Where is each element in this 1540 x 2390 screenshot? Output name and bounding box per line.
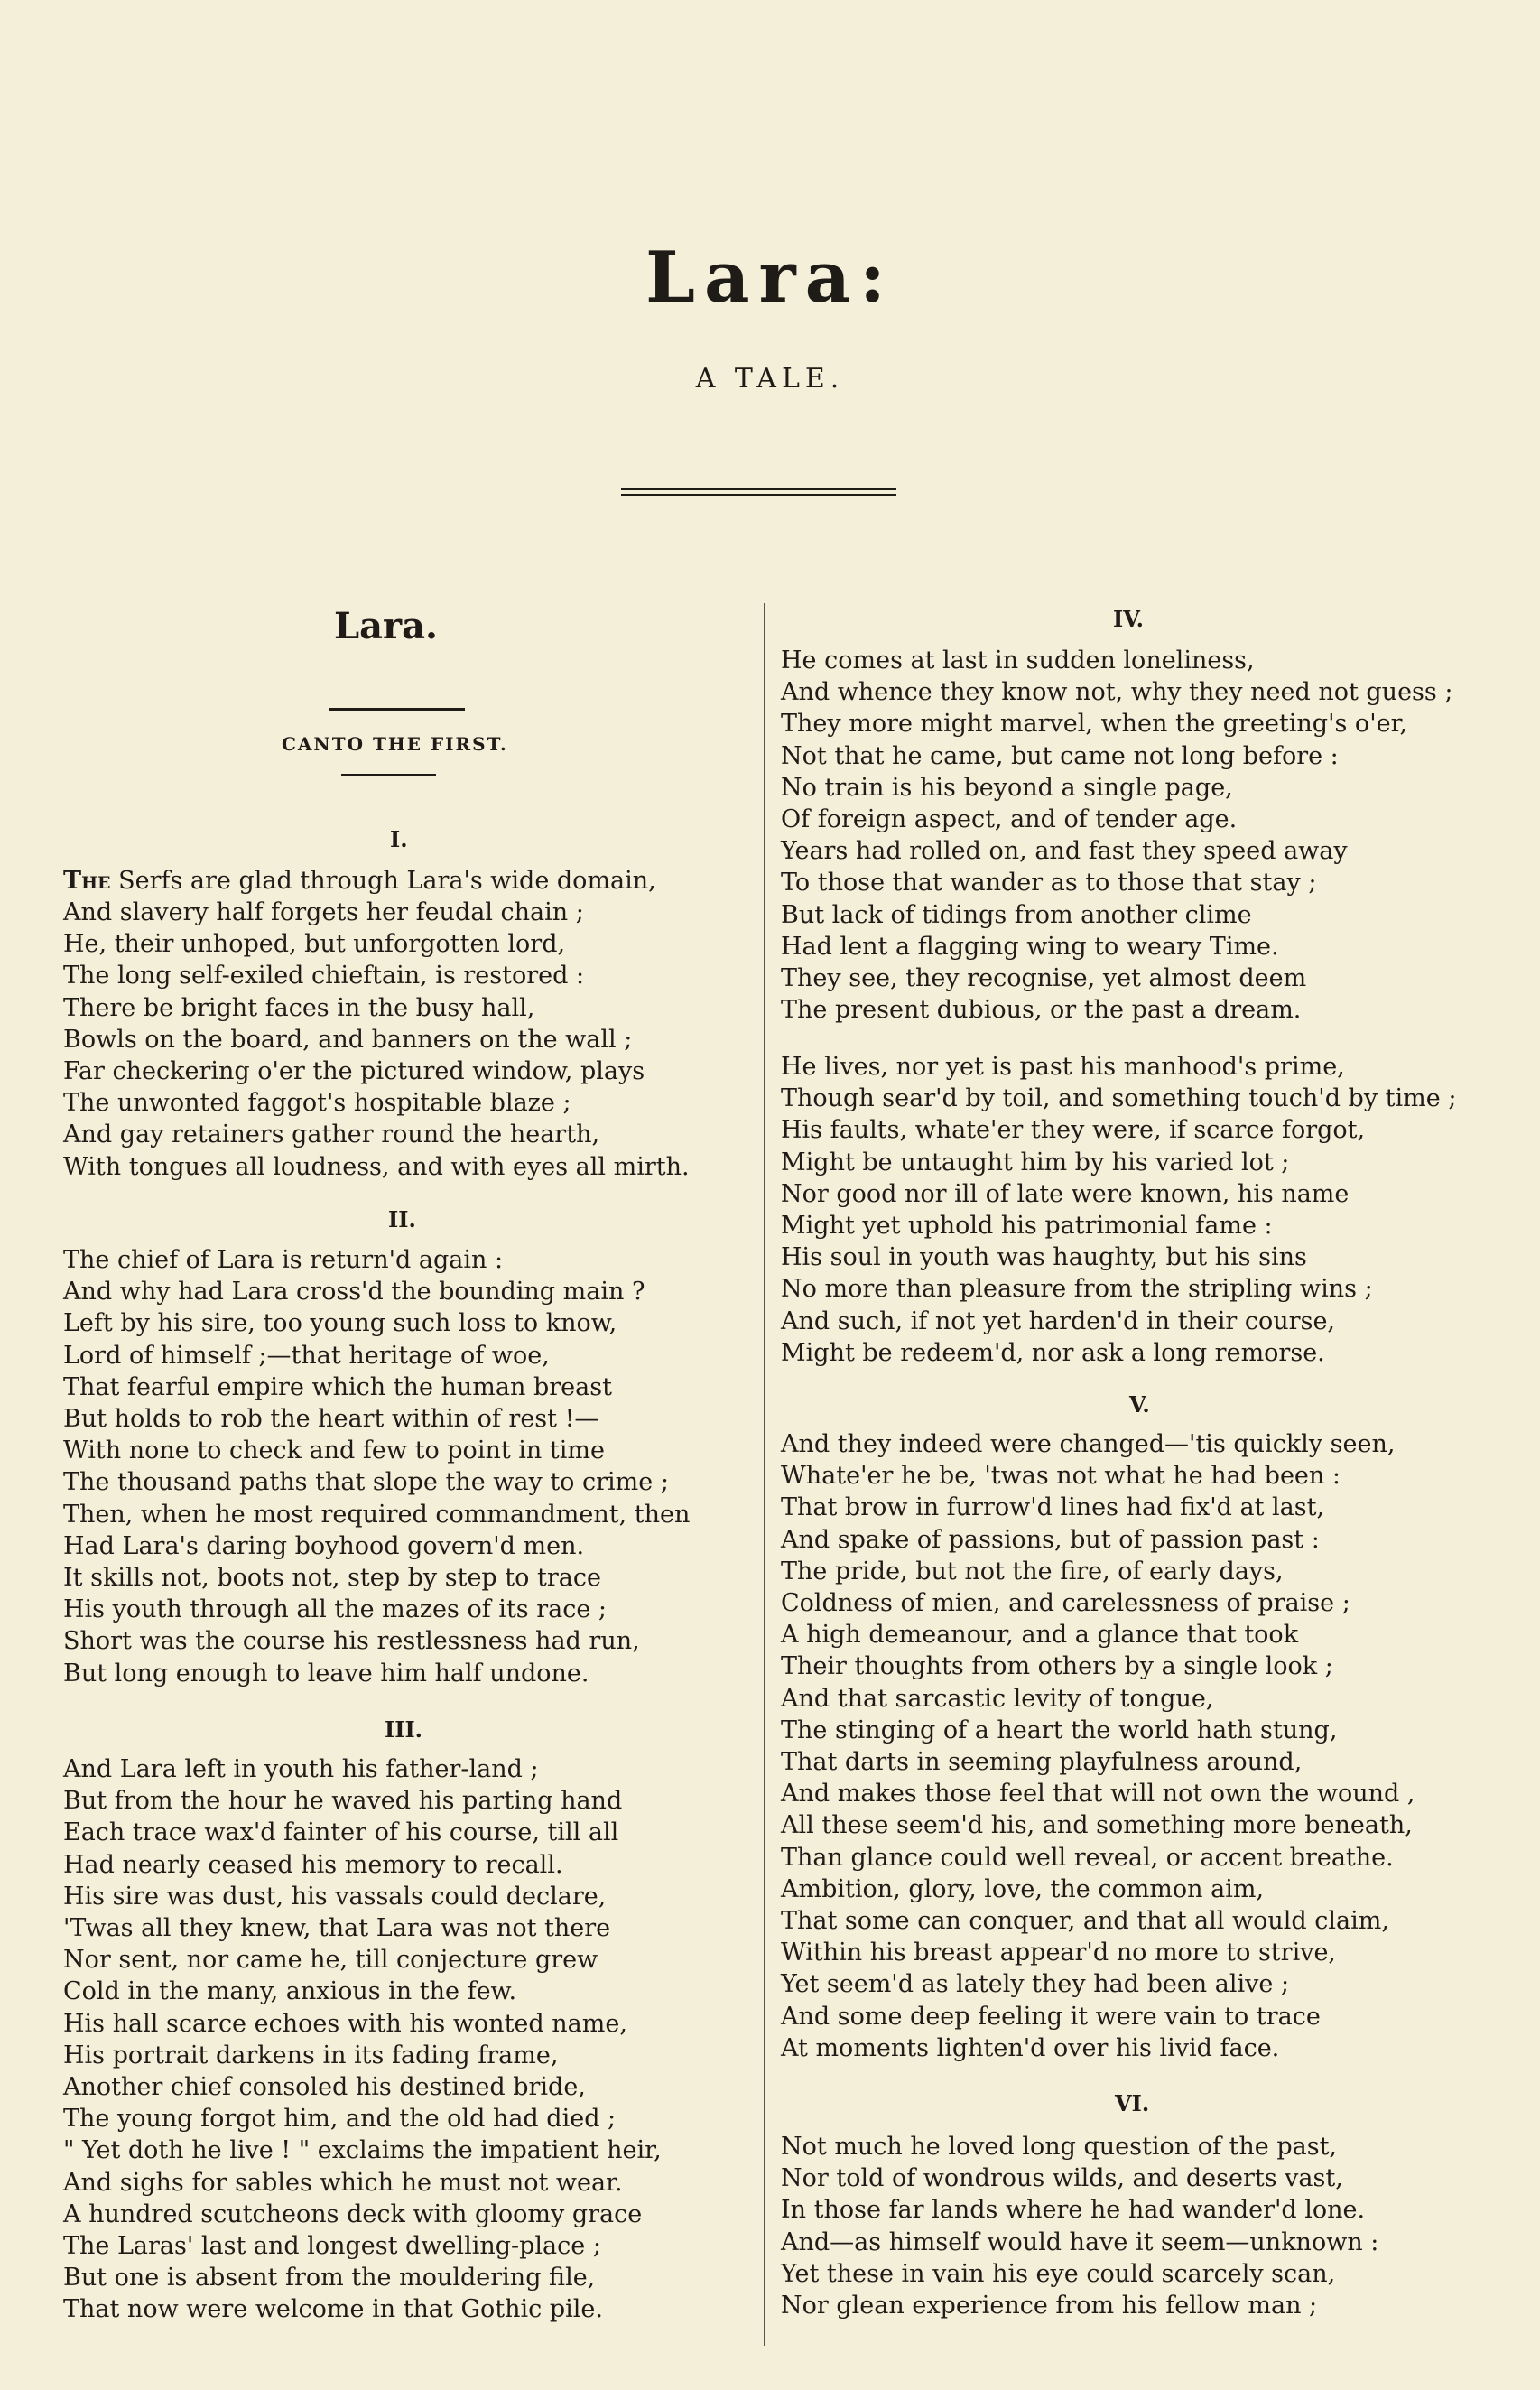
verse-line: The present dubious, or the past a dream.	[781, 996, 1302, 1025]
verse-line: And—as himself would have it seem—unknown :	[781, 2227, 1379, 2256]
verse-line: With none to check and few to point in time	[63, 1437, 605, 1465]
verse-line: And slavery half forgets her feudal chain ;	[63, 898, 584, 926]
verse-line: With tongues all loudness, and with eyes all mirth.	[63, 1152, 690, 1181]
verse-line: His youth through all the mazes of its race ;	[63, 1595, 608, 1624]
verse-line: " Yet doth he live ! " exclaims the impatient heir,	[63, 2136, 662, 2165]
canto-label: CANTO THE FIRST.	[282, 733, 508, 755]
verse-line: No train is his beyond a single page,	[781, 773, 1233, 802]
stanza-i-first-word: The	[63, 867, 111, 895]
verse-line: That brow in furrow'd lines had fix'd at last,	[781, 1493, 1325, 1522]
verse-line: Coldness of mien, and carelessness of praise ;	[781, 1589, 1350, 1617]
verse-line: The Laras' last and longest dwelling-place ;	[63, 2232, 601, 2260]
verse-line: But lack of tidings from another clime	[781, 900, 1252, 929]
verse-line: His sire was dust, his vassals could declare,	[63, 1882, 607, 1911]
verse-line: And why had Lara cross'd the bounding main ?	[63, 1278, 645, 1307]
verse-line: Might be redeem'd, nor ask a long remorse.	[781, 1338, 1325, 1367]
verse-line: It skills not, boots not, step by step to trace	[63, 1564, 601, 1592]
stanza-numeral-vi: VI.	[1115, 2090, 1150, 2116]
stanza-numeral-ii: II.	[388, 1206, 416, 1232]
verse-line: Yet seem'd as lately they had been alive ;	[781, 1970, 1290, 1999]
verse-line: Nor told of wondrous wilds, and deserts vast,	[781, 2164, 1343, 2193]
verse-line: No more than pleasure from the stripling wins ;	[781, 1275, 1373, 1304]
verse-line: The thousand paths that slope the way to crime ;	[63, 1468, 669, 1497]
section-heading: Lara.	[334, 605, 438, 647]
verse-line: Though sear'd by toil, and something touch'd by time ;	[781, 1084, 1457, 1113]
verse-line: And sighs for sables which he must not wear.	[63, 2168, 623, 2197]
verse-line: That fearful empire which the human breast	[63, 1372, 612, 1401]
verse-line: And whence they know not, why they need not guess ;	[781, 678, 1453, 707]
verse-line: The long self-exiled chieftain, is restored :	[63, 962, 585, 990]
verse-line: Within his breast appear'd no more to strive,	[781, 1939, 1337, 1967]
verse-line: The chief of Lara is return'd again :	[63, 1246, 504, 1274]
verse-line: And some deep feeling it were vain to trace	[781, 2002, 1321, 2031]
verse-line: In those far lands where he had wander'd lone.	[781, 2196, 1366, 2225]
verse-line: Than glance could well reveal, or accent breathe.	[781, 1843, 1394, 1872]
verse-line: Of foreign aspect, and of tender age.	[781, 805, 1238, 833]
verse-line: Short was the course his restlessness had run,	[63, 1627, 640, 1656]
verse-line: A high demeanour, and a glance that took	[781, 1621, 1299, 1650]
verse-line: They more might marvel, when the greeting's o'er,	[781, 710, 1408, 739]
stanza-numeral-iii: III.	[385, 1716, 423, 1743]
verse-line: His faults, whate'er they were, if scarce forgot,	[781, 1116, 1366, 1145]
verse-line: The unwonted faggot's hospitable blaze ;	[63, 1089, 571, 1118]
verse-line: But from the hour he waved his parting hand	[63, 1787, 623, 1816]
verse-line: The young forgot him, and the old had died ;	[63, 2105, 617, 2134]
verse-line: Not much he loved long question of the past,	[781, 2133, 1338, 2161]
verse-line: Had nearly ceased his memory to recall.	[63, 1850, 563, 1879]
verse-line: Had lent a flagging wing to weary Time.	[781, 932, 1279, 961]
verse-line: Nor sent, nor came he, till conjecture grew	[63, 1946, 598, 1975]
verse-line: Might yet uphold his patrimonial fame :	[781, 1212, 1273, 1240]
stanza-numeral-i: I.	[390, 826, 408, 852]
verse-line: They see, they recognise, yet almost deem	[781, 964, 1307, 992]
poem-subtitle: A TALE.	[695, 363, 845, 395]
verse-line: The stinging of a heart the world hath stung,	[781, 1716, 1338, 1744]
verse-line: His portrait darkens in its fading frame,	[63, 2041, 559, 2069]
verse-line: Not that he came, but came not long before :	[781, 741, 1339, 770]
title-rule-bottom	[621, 494, 896, 496]
verse-line: But one is absent from the mouldering file,	[63, 2264, 596, 2292]
canto-rule-bottom	[341, 774, 436, 776]
verse-line: And spake of passions, but of passion past :	[781, 1525, 1320, 1554]
title-rule-top	[621, 488, 896, 490]
verse-line: He, their unhoped, but unforgotten lord,	[63, 930, 566, 959]
poem-title: Lara:	[645, 237, 895, 319]
verse-line: Nor glean experience from his fellow man ;	[781, 2292, 1318, 2320]
verse-line: At moments lighten'd over his livid face.	[781, 2033, 1280, 2062]
verse-line: The pride, but not the fire, of early days,	[781, 1557, 1284, 1586]
verse-line: That now were welcome in that Gothic pile.	[63, 2295, 603, 2324]
verse-line: He comes at last in sudden loneliness,	[781, 646, 1255, 674]
verse-line: Whate'er he be, 'twas not what he had been :	[781, 1462, 1341, 1491]
verse-line: Had Lara's daring boyhood govern'd men.	[63, 1531, 585, 1560]
verse-line: Lord of himself ;—that heritage of woe,	[63, 1341, 550, 1370]
verse-line: There be bright faces in the busy hall,	[63, 993, 535, 1022]
verse-line: Bowls on the board, and banners on the wall ;	[63, 1025, 633, 1054]
verse-line: Might be untaught him by his varied lot ;	[781, 1148, 1290, 1176]
canto-rule-top	[329, 708, 465, 711]
verse-line: That some can conquer, and that all would claim,	[781, 1907, 1389, 1935]
verse-line: Years had rolled on, and fast they speed away	[781, 837, 1348, 866]
verse-line: Yet these in vain his eye could scarcely scan,	[781, 2259, 1336, 2288]
stanza-numeral-v: V.	[1129, 1391, 1150, 1418]
verse-line: And such, if not yet harden'd in their course,	[781, 1307, 1335, 1335]
verse-line: Then, when he most required commandment, then	[63, 1500, 691, 1529]
verse-line: His hall scarce echoes with his wonted name,	[63, 2009, 627, 2038]
verse-line: Ambition, glory, love, the common aim,	[781, 1874, 1265, 1903]
verse-line: And they indeed were changed—'tis quickly seen,	[781, 1430, 1396, 1458]
verse-line: And that sarcastic levity of tongue,	[781, 1684, 1214, 1713]
verse-line: And gay retainers gather round the hearth,	[63, 1121, 600, 1149]
verse-line: Cold in the many, anxious in the few.	[63, 1977, 517, 2006]
verse-line: Nor good nor ill of late were known, his name	[781, 1179, 1350, 1208]
verse-line: Left by his sire, too young such loss to know,	[63, 1309, 617, 1338]
verse-line: Their thoughts from others by a single look ;	[781, 1652, 1333, 1681]
verse-line: He lives, nor yet is past his manhood's prime,	[781, 1053, 1345, 1081]
verse-line: 'Twas all they knew, that Lara was not there	[63, 1914, 611, 1942]
verse-line: And Lara left in youth his father-land ;	[63, 1755, 539, 1783]
stanza-numeral-iv: IV.	[1113, 606, 1145, 632]
verse-line: Each trace wax'd fainter of his course, till all	[63, 1818, 619, 1847]
stanza-i-first-line	[63, 865, 656, 897]
verse-line: That darts in seeming playfulness around,	[781, 1748, 1303, 1776]
verse-line: Far checkering o'er the pictured window, plays	[63, 1057, 645, 1085]
verse-line: And makes those feel that will not own the wound ,	[781, 1780, 1415, 1809]
column-divider	[764, 603, 765, 2346]
verse-line: Another chief consoled his destined bride,	[63, 2073, 586, 2101]
stanza-i-first-line-rest: Serfs are glad through Lara's wide domain,	[110, 867, 656, 895]
verse-line: All these seem'd his, and something more beneath,	[781, 1811, 1413, 1840]
verse-line: His soul in youth was haughty, but his sins	[781, 1243, 1307, 1272]
verse-line: But long enough to leave him half undone.	[63, 1659, 589, 1688]
verse-line: A hundred scutcheons deck with gloomy grace	[63, 2199, 643, 2228]
verse-line: But holds to rob the heart within of rest !—	[63, 1405, 599, 1433]
verse-line: To those that wander as to those that stay ;	[781, 869, 1317, 897]
